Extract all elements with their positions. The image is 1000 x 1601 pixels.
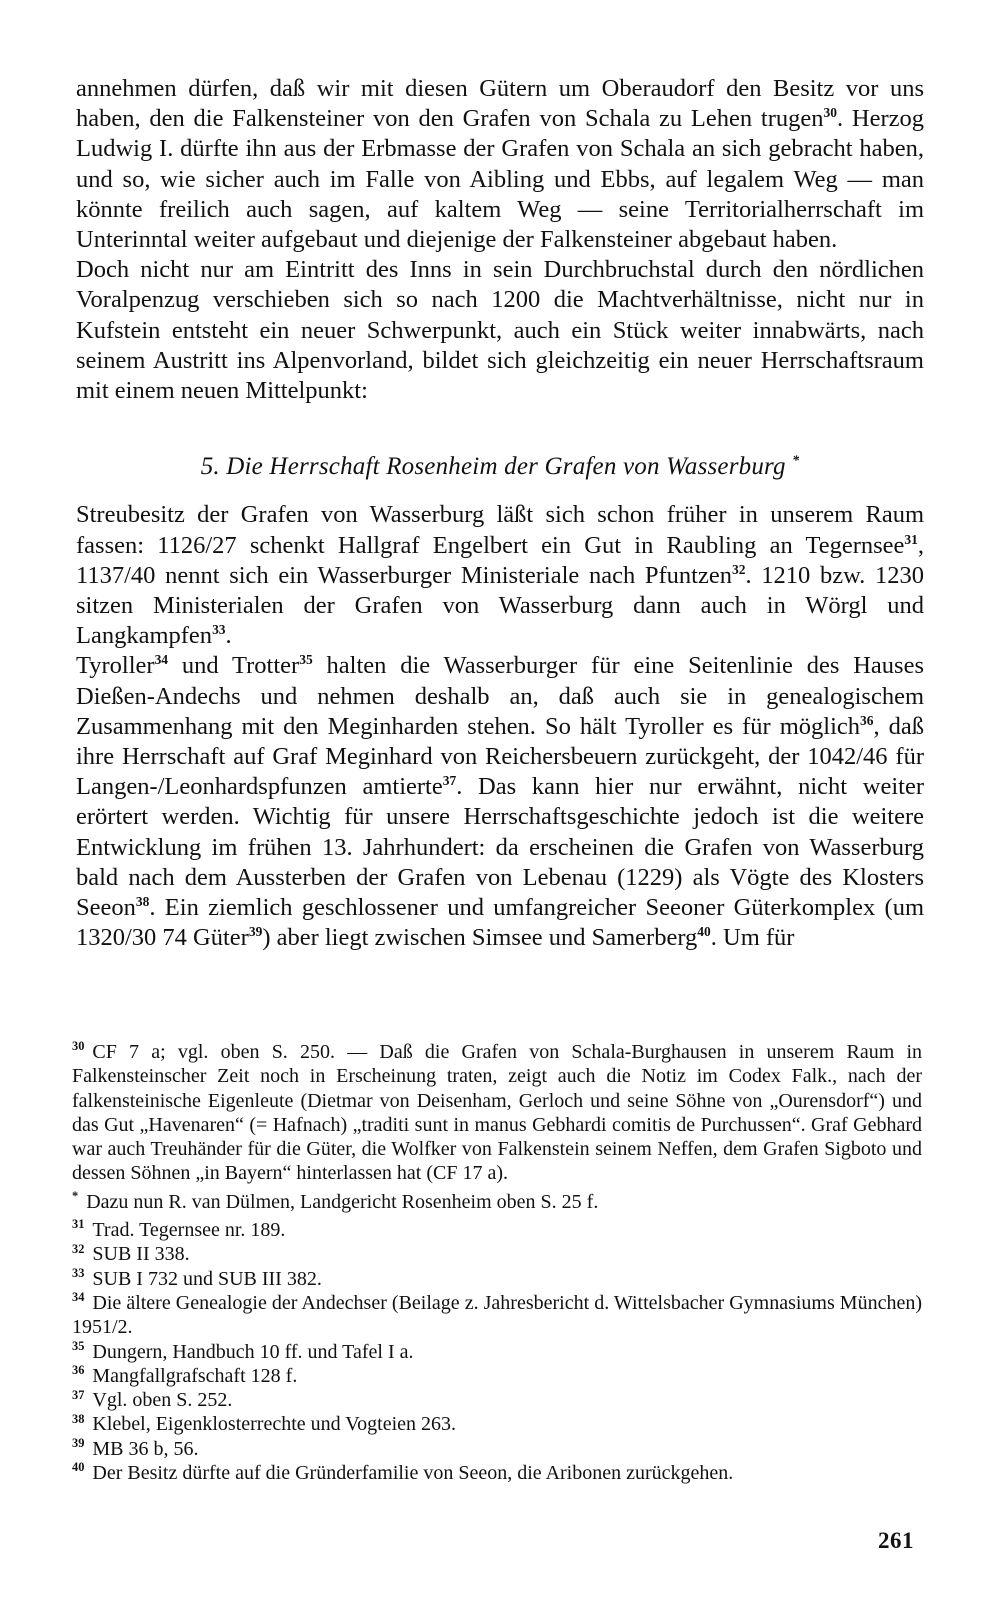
paragraph-3-text-c: . 1210 bzw. 1230 sitzen Ministerialen der Grafen von Wasserburg dann auch in Wörgl und Langkampfen [76,561,924,650]
footnote-33-number: 33 [72,1266,85,1281]
section-heading [76,452,924,482]
paragraph-1-text-b: . Herzog Ludwig I. dürfte ihn aus der Erbmasse der Grafen von Schala an sich gebracht haben, und so, wie sicher auch im Falle von Aibling und Ebbs, auf legalem Weg — man könnte freilich auch sagen, auf kaltem Weg — seine Territorialherrschaft im Unterinntal weiter aufgebaut und diejenige der Falkensteiner abgebaut haben. [76,105,924,254]
footnote-38 [72,1412,922,1436]
footnote-36-number: 36 [72,1363,85,1378]
paragraph-4-text-a: Tyroller [76,652,155,680]
paragraph-4-text-f: . Ein ziemlich geschlossener und umfangreicher Seeoner Güterkomplex (um 1320/30 74 Güter [76,894,924,952]
page-body [76,74,924,953]
footnote-35-text: Dungern, Handbuch 10 ff. und Tafel I a. [92,1340,414,1363]
footnote-38-text: Klebel, Eigenklosterrechte und Vogteien 263. [92,1413,457,1436]
paragraph-3 [76,500,924,651]
paragraph-1-text-a: annehmen dürfen, daß wir mit diesen Gütern um Oberaudorf den Besitz vor uns haben, den die Falkensteiner von den Grafen von Schala zu Lehen trugen [76,75,924,133]
footnote-31-text: Trad. Tegernsee nr. 189. [92,1219,286,1242]
footnote-34-number: 34 [72,1290,85,1305]
footnote-39-number: 39 [72,1436,85,1451]
section-heading-text: 5. Die Herrschaft Rosenheim der Grafen von Wasserburg [200,453,786,481]
footnote-40-text: Der Besitz dürfte auf die Gründerfamilie von Seeon, die Aribonen zurückgehen. [92,1462,734,1485]
footnote-36-text: Mangfallgrafschaft 128 f. [92,1364,298,1387]
section-heading-mark: * [792,452,800,468]
footnote-37-text: Vgl. oben S. 252. [92,1389,233,1412]
footnote-ref-40: 40 [697,924,711,940]
footnote-34-text: Die ältere Genealogie der Andechser (Beilage z. Jahresbericht d. Wittelsbacher Gymnasiums München) 1951/2. [72,1291,922,1339]
footnote-ref-34: 34 [154,652,169,668]
footnote-35 [72,1340,922,1364]
paragraph-4-text-d: , daß ihre Herrschaft auf Graf Meginhard von Reichersbeuern zurückgeht, der 1042/46 für Langen-/Leonhardspfunzen amtierte [76,712,924,801]
paragraph-3-text-d: . [225,622,232,650]
footnote-33 [72,1267,922,1291]
paragraph-4-text-c: halten die Wasserburger für eine Seitenlinie des Hauses Dießen-Andechs und nehmen deshalb an, daß auch sie in genealogischem Zusammenhang mit den Meginharden stehen. So hält Tyroller es für möglich [76,652,924,740]
footnote-39 [72,1437,922,1461]
footnote-ref-36: 36 [860,712,874,728]
footnote-31 [72,1218,922,1242]
page-number: 261 [878,1528,914,1553]
paragraph-4-text-h: . Um für [710,924,795,952]
footnote-star-mark: * [72,1189,79,1204]
footnote-ref-39: 39 [248,924,263,940]
paragraph-4 [76,651,924,953]
footnote-32 [72,1242,922,1266]
footnote-ref-35: 35 [299,652,313,668]
footnote-34 [72,1291,922,1340]
footnote-33-text: SUB I 732 und SUB III 382. [92,1267,322,1290]
paragraph-3-text-a: Streubesitz der Grafen von Wasserburg läßt sich schon früher in unserem Raum fassen: 1126/27 schenkt Hallgraf Engelbert ein Gut in Raubling an Tegernsee [76,501,924,559]
paragraph-1 [76,74,924,255]
footnote-38-number: 38 [72,1411,85,1426]
paragraph-3-text-b: , 1137/40 nennt sich ein Wasserburger Ministeriale nach Pfuntzen [76,531,924,589]
footnotes [72,1040,922,1485]
footnote-ref-30: 30 [823,105,837,121]
footnote-30-number: 30 [72,1039,85,1054]
footnote-ref-31: 31 [904,531,918,547]
footnote-30 [72,1040,922,1186]
footnote-ref-33: 33 [212,622,226,638]
footnote-ref-32: 32 [731,561,746,577]
footnote-ref-38: 38 [135,893,150,909]
footnote-star [72,1190,922,1214]
footnote-35-number: 35 [72,1338,85,1353]
footnote-32-number: 32 [72,1241,85,1256]
paragraph-2: Doch nicht nur am Eintritt des Inns in sein Durchbruchstal durch den nördlichen Voralpenzug verschieben sich so nach 1200 die Machtverhältnisse, nicht nur in Kufstein entsteht ein neuer Schwerpunkt, auch ein Stück weiter innabwärts, nach seinem Austritt ins Alpenvorland, bildet sich gleichzeitig ein neuer Herrschaftsraum mit einem neuen Mittelpunkt: [76,256,924,405]
footnote-37 [72,1388,922,1412]
footnote-40-number: 40 [72,1460,85,1475]
footnote-36 [72,1364,922,1388]
footnote-30-text: CF 7 a; vgl. oben S. 250. — Daß die Grafen von Schala-Burghausen in unserem Raum in Falkensteinscher Zeit noch in Erscheinung traten, zeigt auch die Notiz im Codex Falk., nach der falkensteinische Eigenleute (Dietmar von Deisenham, Gerloch und seine Söhne von „Ourensdorf“) und das Gut „Havenaren“ (= Hafnach) „traditi sunt in manus Gebhardi comitis de Purchussen“. Graf Gebhard war auch Treuhänder für die Güter, die Wolfker von Falkenstein seinem Neffen, dem Grafen Sigboto und dessen Söhnen „in Bayern“ hinterlassen hat (CF 17 a). [72,1041,922,1185]
paragraph-4-text-g: ) aber liegt zwischen Simsee und Samerberg [262,924,698,952]
footnote-40 [72,1461,922,1485]
main-text [76,74,924,953]
paragraph-4-text-b: und Trotter [168,652,300,680]
footnote-39-text: MB 36 b, 56. [92,1437,199,1460]
footnote-37-number: 37 [72,1387,85,1402]
footnote-star-text: Dazu nun R. van Dülmen, Landgericht Rosenheim oben S. 25 f. [86,1190,599,1213]
paragraph-4-text-e: . Das kann hier nur erwähnt, nicht weiter erörtert werden. Wichtig für unsere Herrschaftsgeschichte jedoch ist die weitere Entwicklung im frühen 13. Jahrhundert: da erscheinen die Grafen von Wasserburg bald nach dem Aussterben der Grafen von Lebenau (1229) als Vögte des Klosters Seeon [76,773,924,922]
footnote-ref-37: 37 [442,773,457,789]
footnote-31-number: 31 [72,1217,85,1232]
footnote-32-text: SUB II 338. [92,1243,190,1266]
